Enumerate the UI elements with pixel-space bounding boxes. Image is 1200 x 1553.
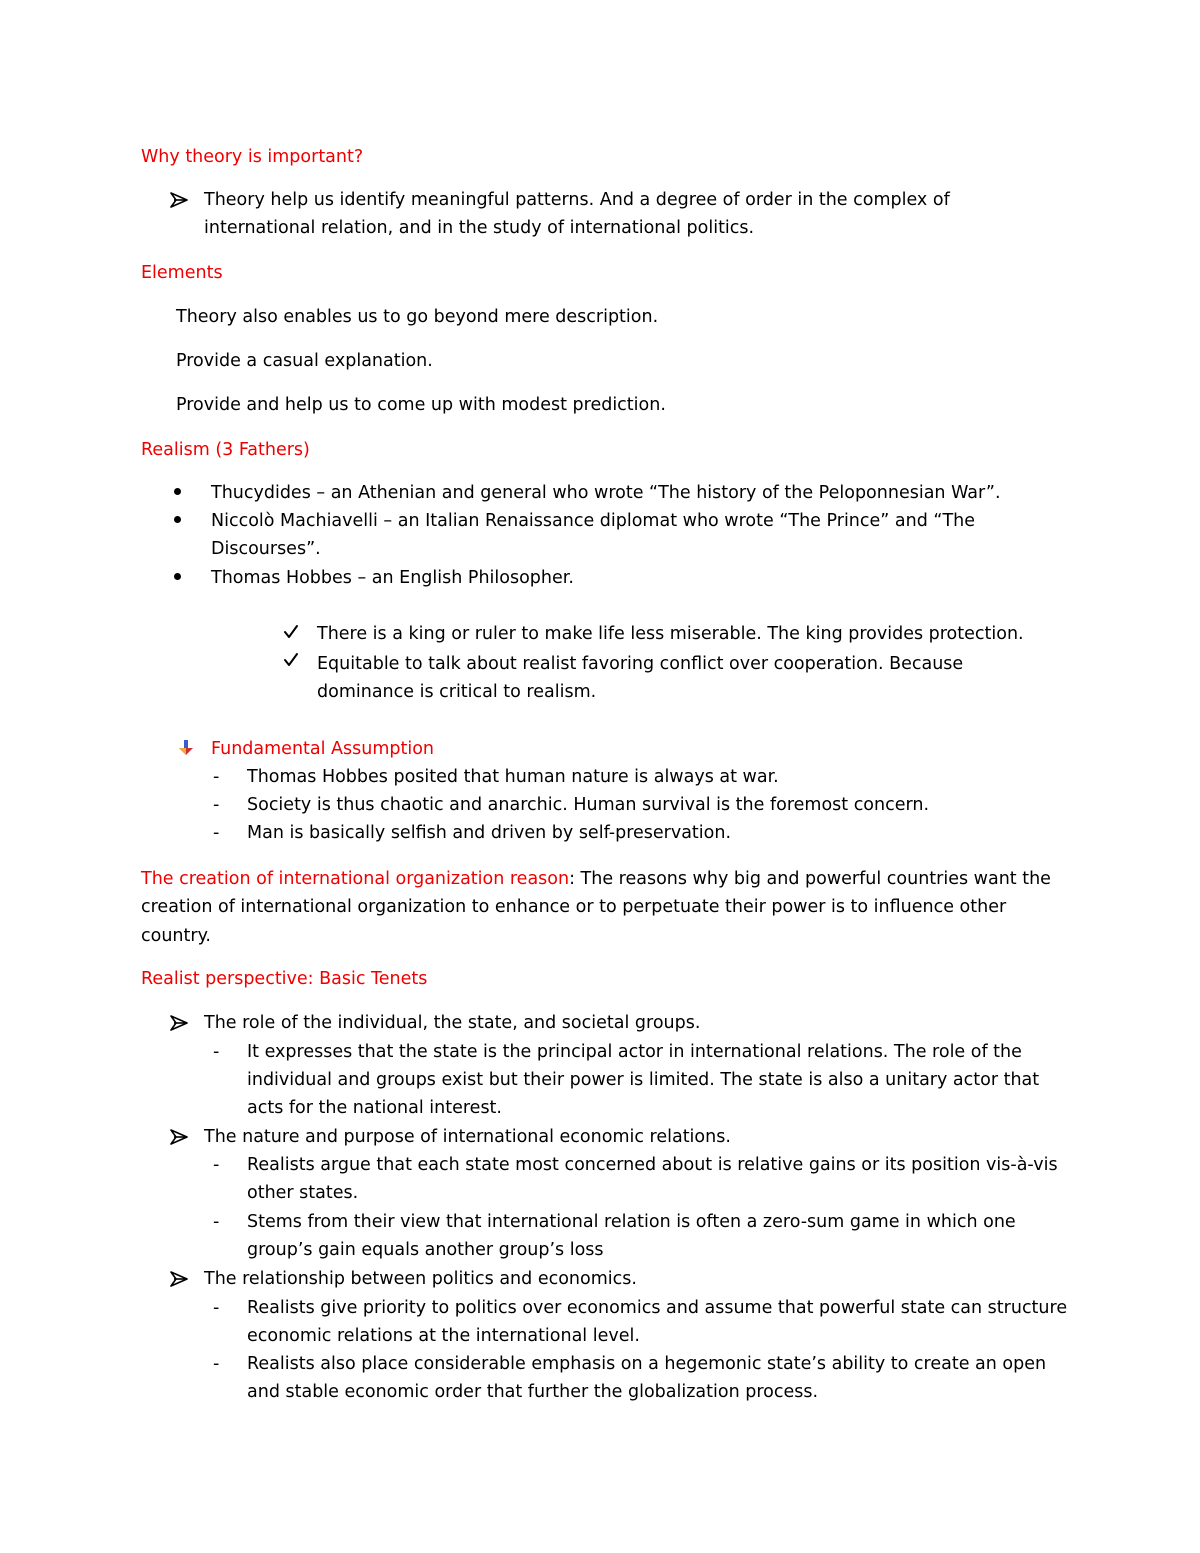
dash-marker: - (213, 767, 220, 787)
dot-bullet-icon (174, 488, 181, 495)
check-bullet-icon (283, 652, 299, 668)
tenet-item: The role of the individual, the state, and societal groups. (204, 1013, 701, 1033)
fundamental-item: Society is thus chaotic and anarchic. Human survival is the foremost concern. (247, 795, 930, 815)
creation-label: The creation of international organization reason (141, 869, 570, 889)
tenet-sub-item-continued: and stable economic order that further the globalization process. (247, 1382, 819, 1402)
creation-text: : The reasons why big and powerful countries want the (569, 869, 1051, 889)
creation-paragraph-line-3: country. (141, 926, 211, 946)
dot-bullet-icon (174, 516, 181, 523)
fundamental-item: Man is basically selfish and driven by self-preservation. (247, 823, 732, 843)
tenet-item: The relationship between politics and economics. (204, 1269, 637, 1289)
dash-marker: - (213, 795, 220, 815)
dash-marker: - (213, 1212, 220, 1232)
dash-marker: - (213, 1298, 220, 1318)
tenet-sub-item-continued: other states. (247, 1183, 359, 1203)
arrow-bullet-icon (170, 1129, 188, 1145)
tenet-sub-item: Realists argue that each state most concerned about is relative gains or its position vis-à-vis (247, 1155, 1058, 1175)
heading-realist-perspective: Realist perspective: Basic Tenets (141, 969, 428, 989)
heading-why-theory: Why theory is important? (141, 147, 364, 167)
arrow-bullet-icon (170, 1271, 188, 1287)
why-item-line-2: international relation, and in the study of international politics. (204, 218, 755, 238)
tenet-item: The nature and purpose of international economic relations. (204, 1127, 731, 1147)
father-item: Thucydides – an Athenian and general who wrote “The history of the Peloponnesian War”. (211, 483, 1001, 503)
check-item: There is a king or ruler to make life less miserable. The king provides protection. (317, 624, 1024, 644)
check-bullet-icon (283, 624, 299, 640)
heading-fundamental-assumption: Fundamental Assumption (211, 739, 435, 759)
dash-marker: - (213, 1354, 220, 1374)
dot-bullet-icon (174, 573, 181, 580)
heading-elements: Elements (141, 263, 223, 283)
arrow-bullet-icon (170, 1015, 188, 1031)
tenet-sub-item-continued: economic relations at the international level. (247, 1326, 640, 1346)
father-item: Niccolò Machiavelli – an Italian Renaissance diplomat who wrote “The Prince” and “The (211, 511, 976, 531)
element-item: Theory also enables us to go beyond mere description. (176, 307, 659, 327)
check-item: Equitable to talk about realist favoring conflict over cooperation. Because (317, 654, 964, 674)
arrow-bullet-icon (170, 192, 188, 208)
dash-marker: - (213, 823, 220, 843)
element-item: Provide a casual explanation. (176, 351, 433, 371)
heading-realism: Realism (3 Fathers) (141, 440, 310, 460)
element-item: Provide and help us to come up with modest prediction. (176, 395, 666, 415)
dash-marker: - (213, 1042, 220, 1062)
tenet-sub-item-continued: individual and groups exist but their power is limited. The state is also a unitary actor that (247, 1070, 1040, 1090)
tenet-sub-item: Stems from their view that international relation is often a zero-sum game in which one (247, 1212, 1016, 1232)
tenet-sub-item-continued: group’s gain equals another group’s loss (247, 1240, 604, 1260)
dash-marker: - (213, 1155, 220, 1175)
why-item-line-1: Theory help us identify meaningful patterns. And a degree of order in the complex of (204, 190, 950, 210)
father-item: Thomas Hobbes – an English Philosopher. (211, 568, 574, 588)
creation-paragraph-line-1 (141, 867, 1051, 891)
tenet-sub-item: Realists give priority to politics over economics and assume that powerful state can structure (247, 1298, 1068, 1318)
tenet-sub-item: Realists also place considerable emphasis on a hegemonic state’s ability to create an open (247, 1354, 1047, 1374)
down-arrow-bullet-icon (177, 739, 195, 757)
check-item-continued: dominance is critical to realism. (317, 682, 597, 702)
tenet-sub-item: It expresses that the state is the principal actor in international relations. The role of the (247, 1042, 1022, 1062)
fundamental-item: Thomas Hobbes posited that human nature is always at war. (247, 767, 779, 787)
father-item-continued: Discourses”. (211, 539, 321, 559)
creation-paragraph-line-2: creation of international organization to enhance or to perpetuate their power is to influence other (141, 897, 1007, 917)
tenet-sub-item-continued: acts for the national interest. (247, 1098, 502, 1118)
